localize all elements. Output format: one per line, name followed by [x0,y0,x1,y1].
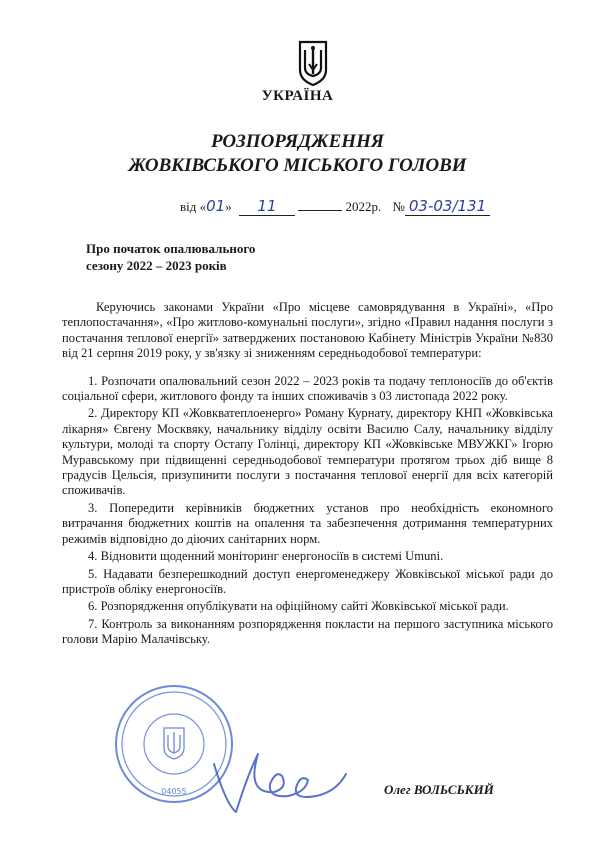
date-day: 01 [206,197,226,215]
document-title: РОЗПОРЯДЖЕННЯ [211,131,384,152]
subject-line: сезону 2022 – 2023 років [86,258,227,273]
svg-text:04055: 04055 [161,787,187,796]
signature [196,734,376,824]
date-quote-close: » [225,199,232,214]
document-issuer: ЖОВКІВСЬКОГО МІСЬКОГО ГОЛОВИ [128,155,467,176]
document-body [62,300,553,650]
order-item: 2. Директору КП «Жовкватеплоенерго» Роману Курнату, директору КНП «Жовківська лікарня» Євгену Москвяку, начальнику відділу освіти Василю Салу, начальнику відділу культури, молоді та спорту Остапу Голінці, директору КП «Жовківське МВУЖКГ» Ігорю Муравському при підвищенні середньодобової температури протягом трьох діб вище 8 градусів Цельсія, призупинити послуги з постачання теплової енергії для всіх категорій споживачів. [62,406,553,498]
order-item: 4. Відновити щоденний моніторинг енергоносіїв в системі Umuni. [88,549,444,564]
number-prefix: № [392,199,405,214]
date-month: 11 [257,197,277,215]
preamble-paragraph: Керуючись законами України «Про місцеве самоврядування в Україні», «Про теплопостачання», «Про житлово-комунальні послуги», згідно «Правил надання послуги з постачання теплової енергії» затверджених постановою Кабінету Міністрів України №830 від 21 серпня 2019 року, у зв'язку зі зниженням середньодобової температури: [62,300,553,361]
order-item: 5. Надавати безперешкодний доступ енергоменеджеру Жовківської міської ради до пристроїв обліку енергоносіїв. [62,566,553,596]
order-item: 1. Розпочати опалювальний сезон 2022 – 2023 років та подачу теплоносіїв до об'єктів соціальної сфери, житлового фонду та інших споживачів з 03 листопада 2022 року. [62,373,553,404]
date-prefix: від « [180,199,207,214]
order-item: 3. Попередити керівників бюджетних установ про необхідність економного витрачання бюджетних коштів на опалення та забезпечення дотримання температурних режимів відповідно до діючих санітарних норм. [62,500,553,546]
trident-icon [297,40,329,86]
order-item: 6. Розпорядження опублікувати на офіційному сайті Жовківської міської ради. [88,599,509,614]
subject-block [86,240,255,274]
country-heading: УКРАЇНА [261,88,334,104]
order-item: 7. Контроль за виконанням розпорядження покласти на першого заступника міського голови Марію Малачівську. [62,616,553,647]
signer-name: Олег ВОЛЬСЬКИЙ [384,782,494,797]
date-year: 2022р. [345,199,382,214]
date-line [180,197,490,216]
document-number: 03-03/131 [408,197,487,215]
subject-line: Про початок опалювального [86,241,256,256]
